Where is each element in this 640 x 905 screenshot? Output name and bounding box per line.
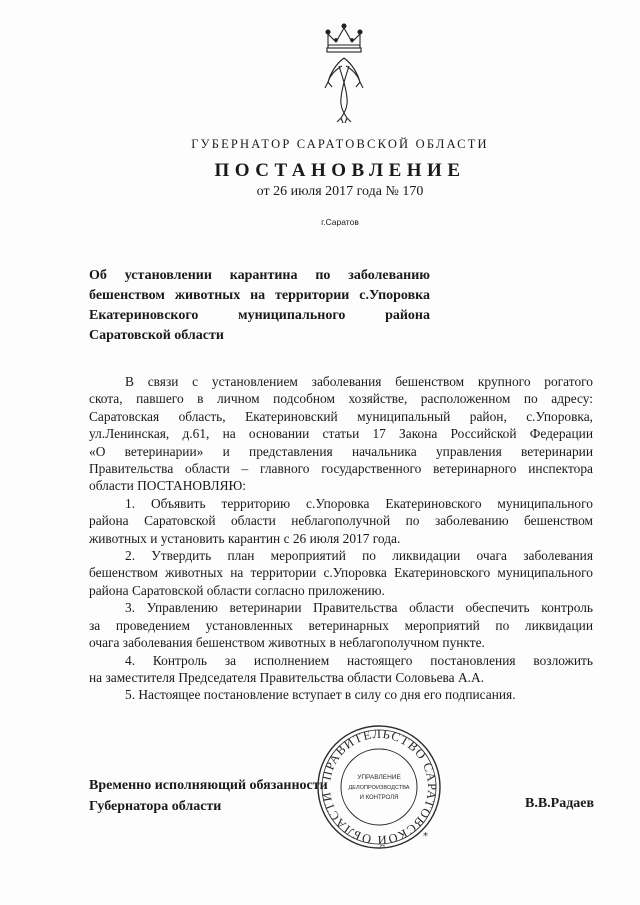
body-line: бешенством животных на территории с.Упоровка Екатериновского муниципального [89,565,593,581]
body-line: 4. Контроль за исполнением настоящего постановления возложить [125,652,593,668]
body-line: 3. Управлению ветеринарии Правительства области обеспечить контроль [125,600,593,616]
date-and-number: от 26 июля 2017 года № 170 [256,184,424,199]
body-line: на заместителя Председателя Правительства области Соловьева А.А. [89,669,484,685]
svg-text:*: * [423,831,428,842]
subject-line: Саратовской области [89,328,224,343]
body-line: Правительства области – главного государственного ветеринарного инспектора [89,461,593,477]
body-line: Саратовская область, Екатериновский муниципальный район, с.Упоровка, [89,408,593,424]
body-line: животных и установить карантин с 26 июля 2017 года. [89,530,401,546]
coat-of-arms-emblem [318,14,370,126]
svg-text:ДЕЛОПРОИЗВОДСТВА: ДЕЛОПРОИЗВОДСТВА [348,785,410,791]
official-stamp [315,723,443,851]
body-line: 5. Настоящее постановление вступает в силу со дня его подписания. [125,687,516,703]
signatory-position-line: Временно исполняющий обязанности [89,778,328,793]
body-line: области ПОСТАНОВЛЯЮ: [89,478,246,494]
body-line: В связи с установлением заболевания бешенством крупного рогатого [125,374,593,389]
decree-body [89,373,593,704]
subject-line: бешенством животных на территории с.Упоровка [89,288,430,303]
issue-city: г.Саратов [321,217,359,227]
svg-text:И КОНТРОЛЯ: И КОНТРОЛЯ [359,795,399,801]
signatory-position-line: Губернатора области [89,799,222,814]
body-line: «О ветеринарии» и представления начальника управления ветеринарии [89,443,593,459]
signatory-name: В.В.Радаев [525,796,595,811]
body-line: 2. Утвердить план мероприятий по ликвидации очага заболевания [125,548,593,564]
svg-text:УПРАВЛЕНИЕ: УПРАВЛЕНИЕ [357,774,401,781]
body-line: за проведением установленных ветеринарных мероприятий по ликвидации [89,617,593,633]
signatory-position [89,775,328,817]
body-line: скота, павшего в личном подсобном хозяйстве, расположенном по адресу: [89,391,593,407]
decree-subject [89,266,430,346]
body-line: очага заболевания бешенством животных в неблагополучном пункте. [89,635,485,651]
document-type-title: ПОСТАНОВЛЕНИЕ [214,160,466,181]
subject-line: Екатериновского муниципального района [89,308,430,323]
svg-text:ПРАВИТЕЛЬСТВО САРАТОВСКОЙ ОБЛА: ПРАВИТЕЛЬСТВО САРАТОВСКОЙ ОБЛАСТИ [319,726,440,848]
body-line: района Саратовской области согласно приложению. [89,582,385,598]
body-line: 1. Объявить территорию с.Упоровка Екатериновского муниципального [125,495,593,511]
body-line: ул.Ленинская, д.61, на основании статьи 17 Закона Российской Федерации [89,426,593,442]
subject-line: Об установлении карантина по заболеванию [89,268,430,283]
body-line: района Саратовской области неблагополучной по заболеванию бешенством [89,513,593,529]
issuing-authority: ГУБЕРНАТОР САРАТОВСКОЙ ОБЛАСТИ [191,137,489,151]
